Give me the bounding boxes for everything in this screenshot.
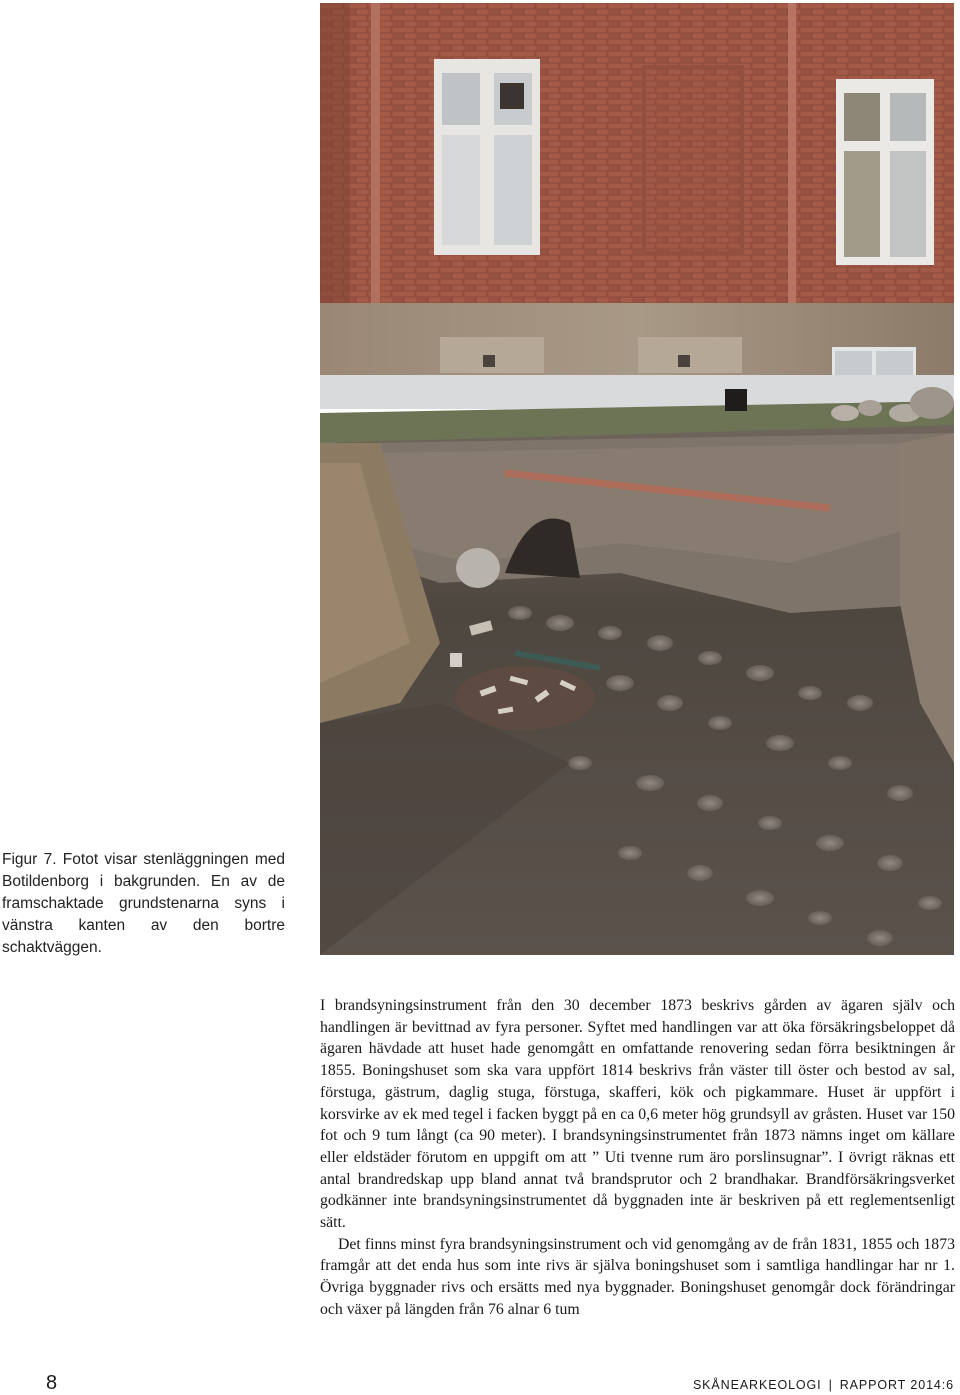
excavation-photo-illustration [320, 3, 954, 955]
footer-separator: | [828, 1378, 833, 1392]
page-number: 8 [46, 1372, 58, 1394]
excavation-photo [320, 3, 954, 955]
publisher-name: SKÅNEARKEOLOGI [692, 1378, 822, 1392]
body-text [320, 995, 955, 1321]
report-number: RAPPORT 2014:6 [839, 1378, 954, 1392]
report-footer [693, 1376, 954, 1394]
paragraph-1: I brandsyningsinstrument från den 30 december 1873 beskrivs gården av ägaren själv och handlingen är bevittnad av fyra personer. Syftet med handlingen var att öka försäkringsbeloppet då ägaren hävdade att huset hade genomgått en omfattande renovering sedan förra besiktningen år 1855. Boningshuset som ska vara uppfört 1814 beskrivs från väster till öster och bestod av sal, förstuga, gästrum, daglig stuga, förstuga, skafferi, kök och pigkammare. Huset är uppfört i korsvirke av ek med tegel i facken byggt på en ca 0,6 meter hög grundsyll av gråsten. Huset var 150 fot och 9 tum långt (ca 90 meter). I brandsyningsinstrumentet från 1873 nämns inget om källare eller eldstäder förutom en uppgift om att ” Uti tvenne rum äro porslinsugnar”. I övrigt räknas ett antal brandredskap upp bland annat två brandsprutor och 2 brandhakar. Brandförsäkringsverket godkänner inte brandsyningsinstrumentet då byggnaden inte är beskriven på ett reglementsenligt sätt. [320, 997, 955, 1232]
paragraph-2: Det finns minst fyra brandsyningsinstrument och vid genomgång av de från 1831, 1855 och 1873 framgår att det enda hus som inte rivs är själva boningshuset som i samtliga handlingar har nr 1. Övriga byggnader rivs och ersätts med nya byggnader. Boningshuset genomgår dock förändringar och växer på längden från 76 alnar 6 tum [320, 1235, 955, 1318]
figure-caption: Figur 7. Fotot visar stenläggningen med Botildenborg i bakgrunden. En av de framschaktade grundstenarna syns i vänstra kanten av den bortre schaktväggen. [2, 851, 285, 956]
